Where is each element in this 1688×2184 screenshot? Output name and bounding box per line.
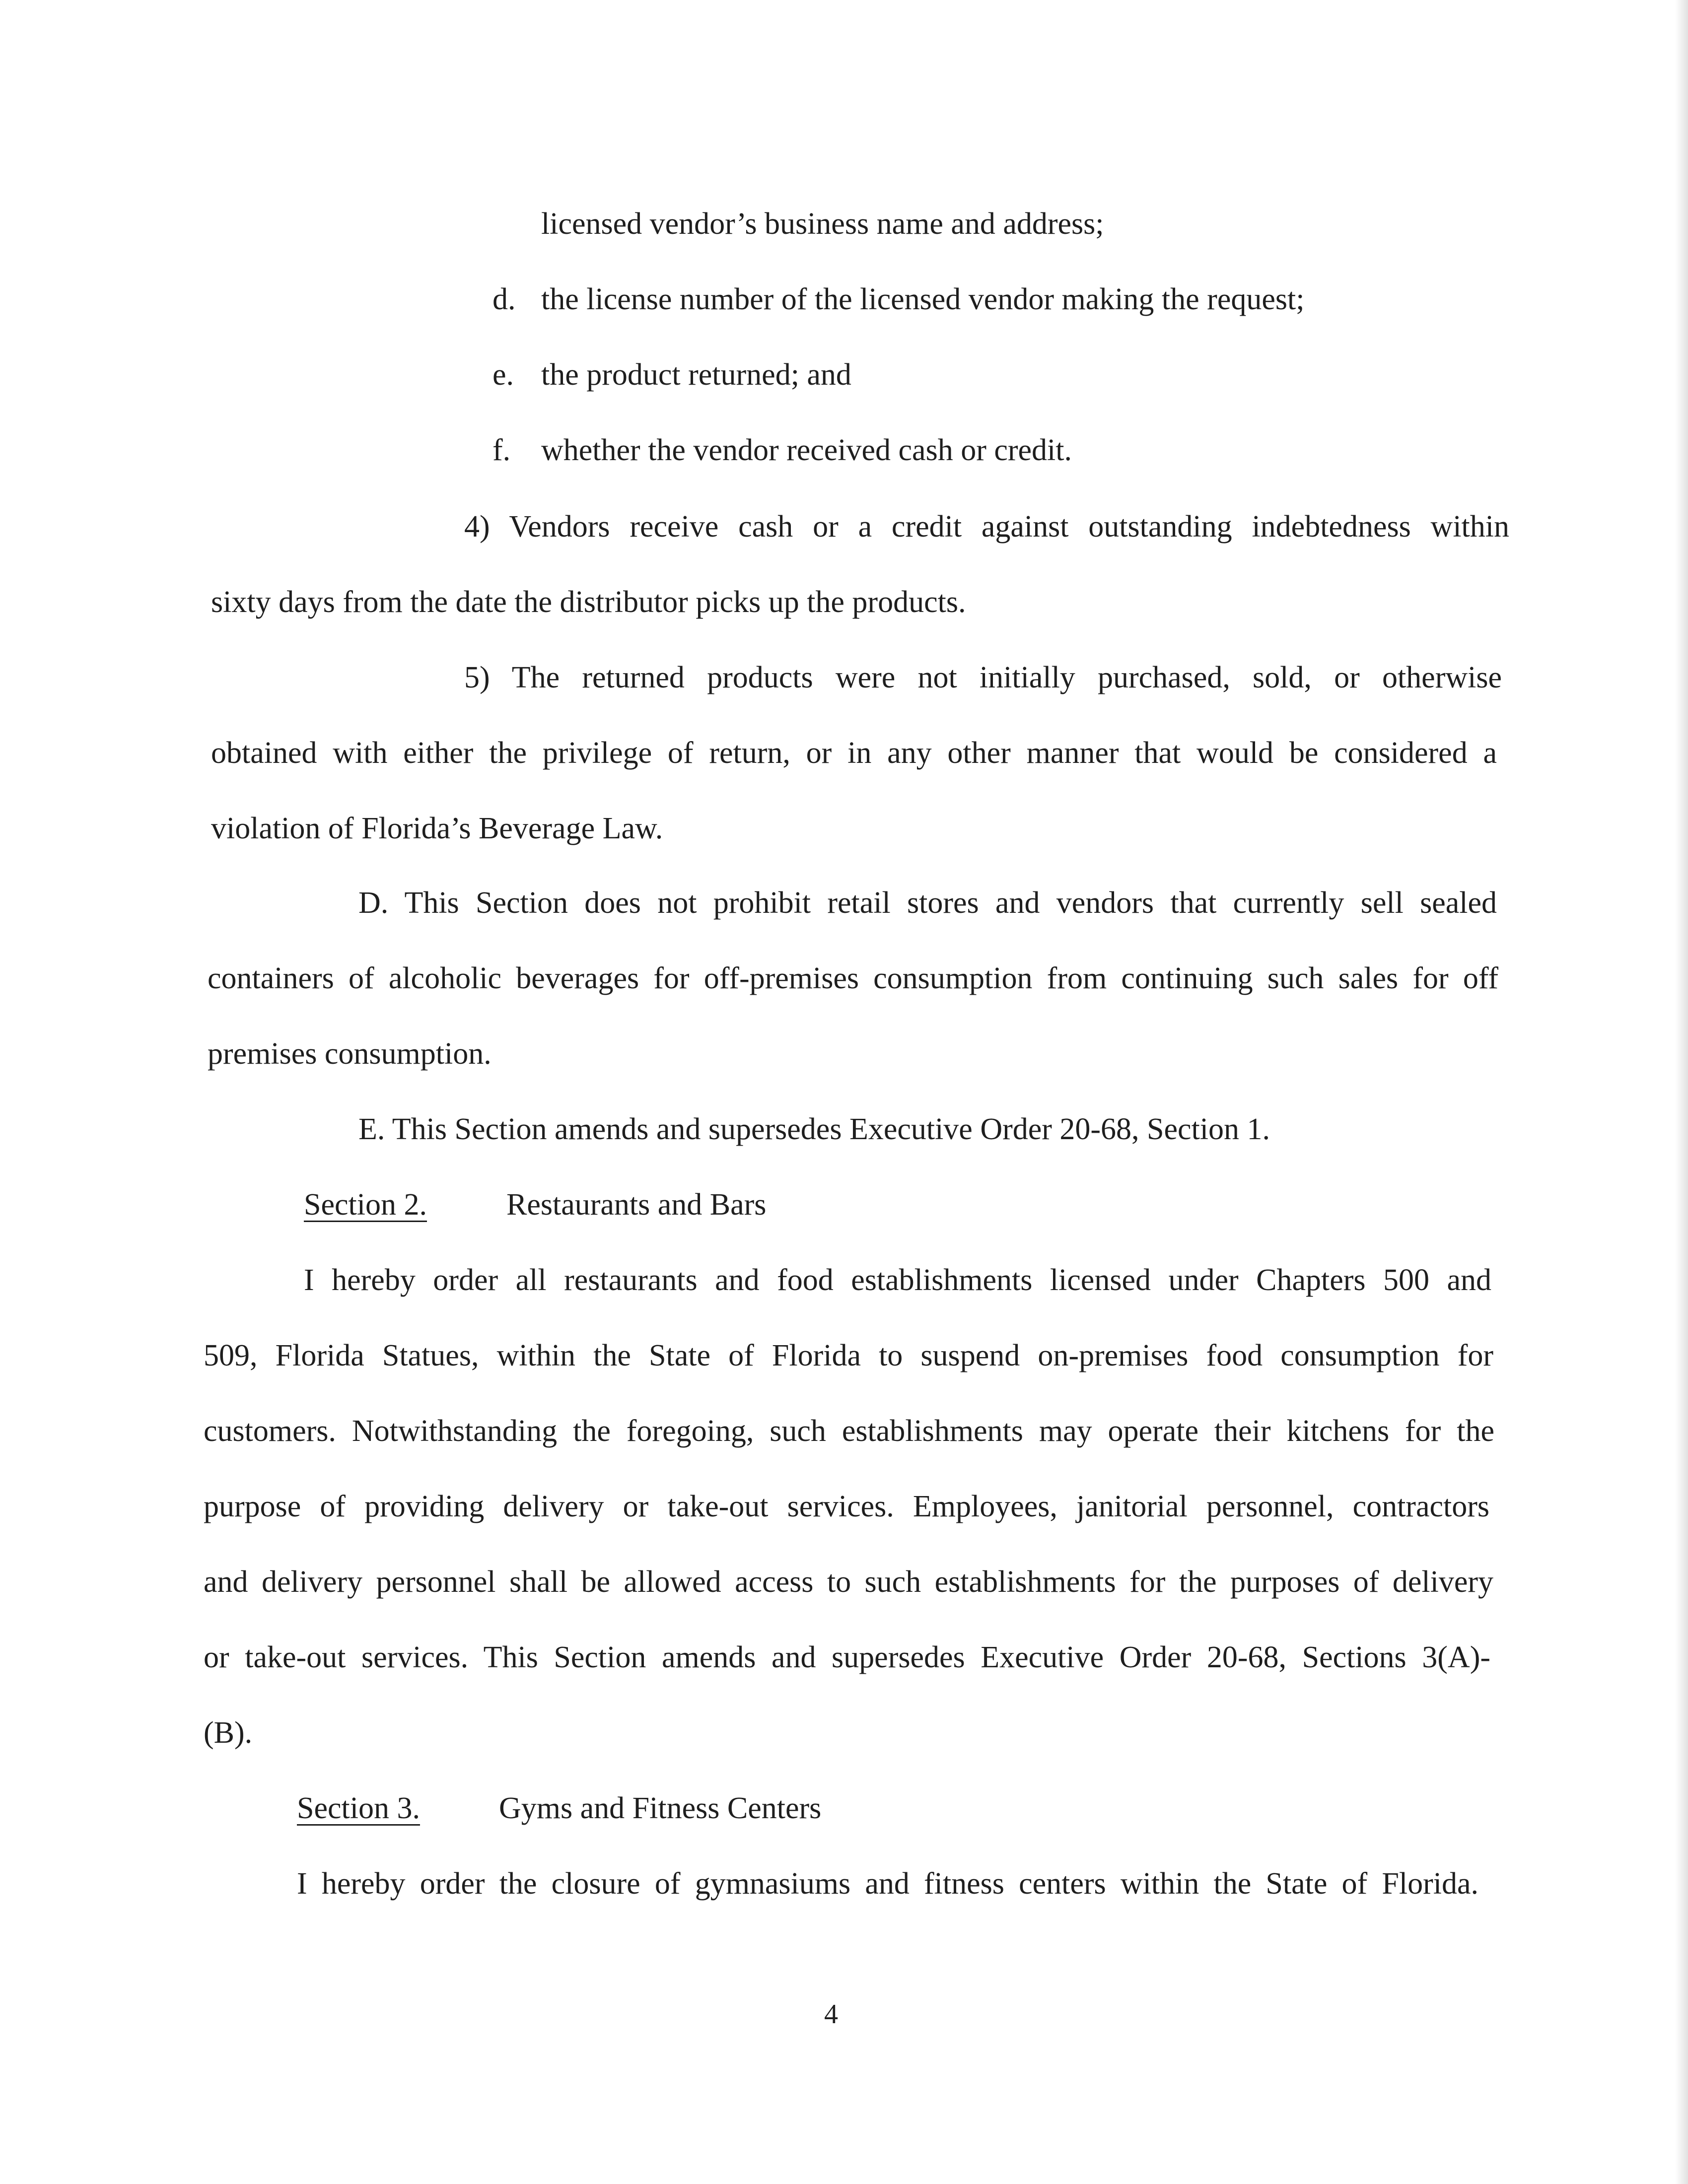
section-2-paragraph-line-4: purpose of providing delivery or take-out services. Employees, janitorial personnel, contractors: [204, 1490, 1489, 1523]
paragraph-5-line-3: violation of Florida’s Beverage Law.: [211, 812, 663, 845]
paragraph-4-line-2: sixty days from the date the distributor picks up the products.: [211, 585, 966, 619]
section-2-label: Section 2.: [304, 1188, 427, 1222]
section-3-paragraph-line-1: I hereby order the closure of gymnasiums and fitness centers within the State of Florida.: [297, 1867, 1478, 1901]
scan-edge-shadow: [1675, 0, 1688, 2184]
list-item-d: the license number of the licensed vendor making the request;: [541, 282, 1305, 316]
list-item-e: the product returned; and: [541, 358, 851, 392]
page-number: 4: [824, 1999, 838, 2030]
section-2-paragraph-line-3: customers. Notwithstanding the foregoing, such establishments may operate their kitchens for the: [204, 1414, 1494, 1448]
section-3-label: Section 3.: [297, 1791, 420, 1825]
list-marker-f: f.: [492, 433, 511, 467]
section-3-title: Gyms and Fitness Centers: [499, 1791, 822, 1825]
paragraph-d-line-1: D. This Section does not prohibit retail stores and vendors that currently sell sealed: [358, 886, 1497, 920]
section-2-paragraph-line-2: 509, Florida Statues, within the State of Florida to suspend on-premises food consumption for: [204, 1339, 1493, 1372]
list-marker-e: e.: [492, 358, 514, 392]
list-item-c-continuation: licensed vendor’s business name and address;: [541, 207, 1104, 241]
section-2-title: Restaurants and Bars: [506, 1188, 767, 1222]
list-item-f: whether the vendor received cash or credit.: [541, 433, 1072, 467]
list-marker-d: d.: [492, 282, 516, 316]
paragraph-d-line-2: containers of alcoholic beverages for off-premises consumption from continuing such sales for off: [208, 961, 1498, 995]
section-2-paragraph-line-7: (B).: [204, 1716, 253, 1750]
section-2-paragraph-line-6: or take-out services. This Section amends and supersedes Executive Order 20-68, Sections 3(A)-: [204, 1640, 1490, 1674]
paragraph-e: E. This Section amends and supersedes Executive Order 20-68, Section 1.: [358, 1112, 1270, 1146]
section-2-paragraph-line-5: and delivery personnel shall be allowed access to such establishments for the purposes of delivery: [204, 1565, 1493, 1599]
paragraph-5-line-1: 5) The returned products were not initially purchased, sold, or otherwise: [464, 661, 1502, 694]
paragraph-5-line-2: obtained with either the privilege of return, or in any other manner that would be considered a: [211, 736, 1497, 770]
paragraph-4-line-1: 4) Vendors receive cash or a credit against outstanding indebtedness within: [464, 510, 1509, 544]
paragraph-d-line-3: premises consumption.: [208, 1037, 492, 1071]
section-2-paragraph-line-1: I hereby order all restaurants and food establishments licensed under Chapters 500 and: [304, 1263, 1491, 1297]
